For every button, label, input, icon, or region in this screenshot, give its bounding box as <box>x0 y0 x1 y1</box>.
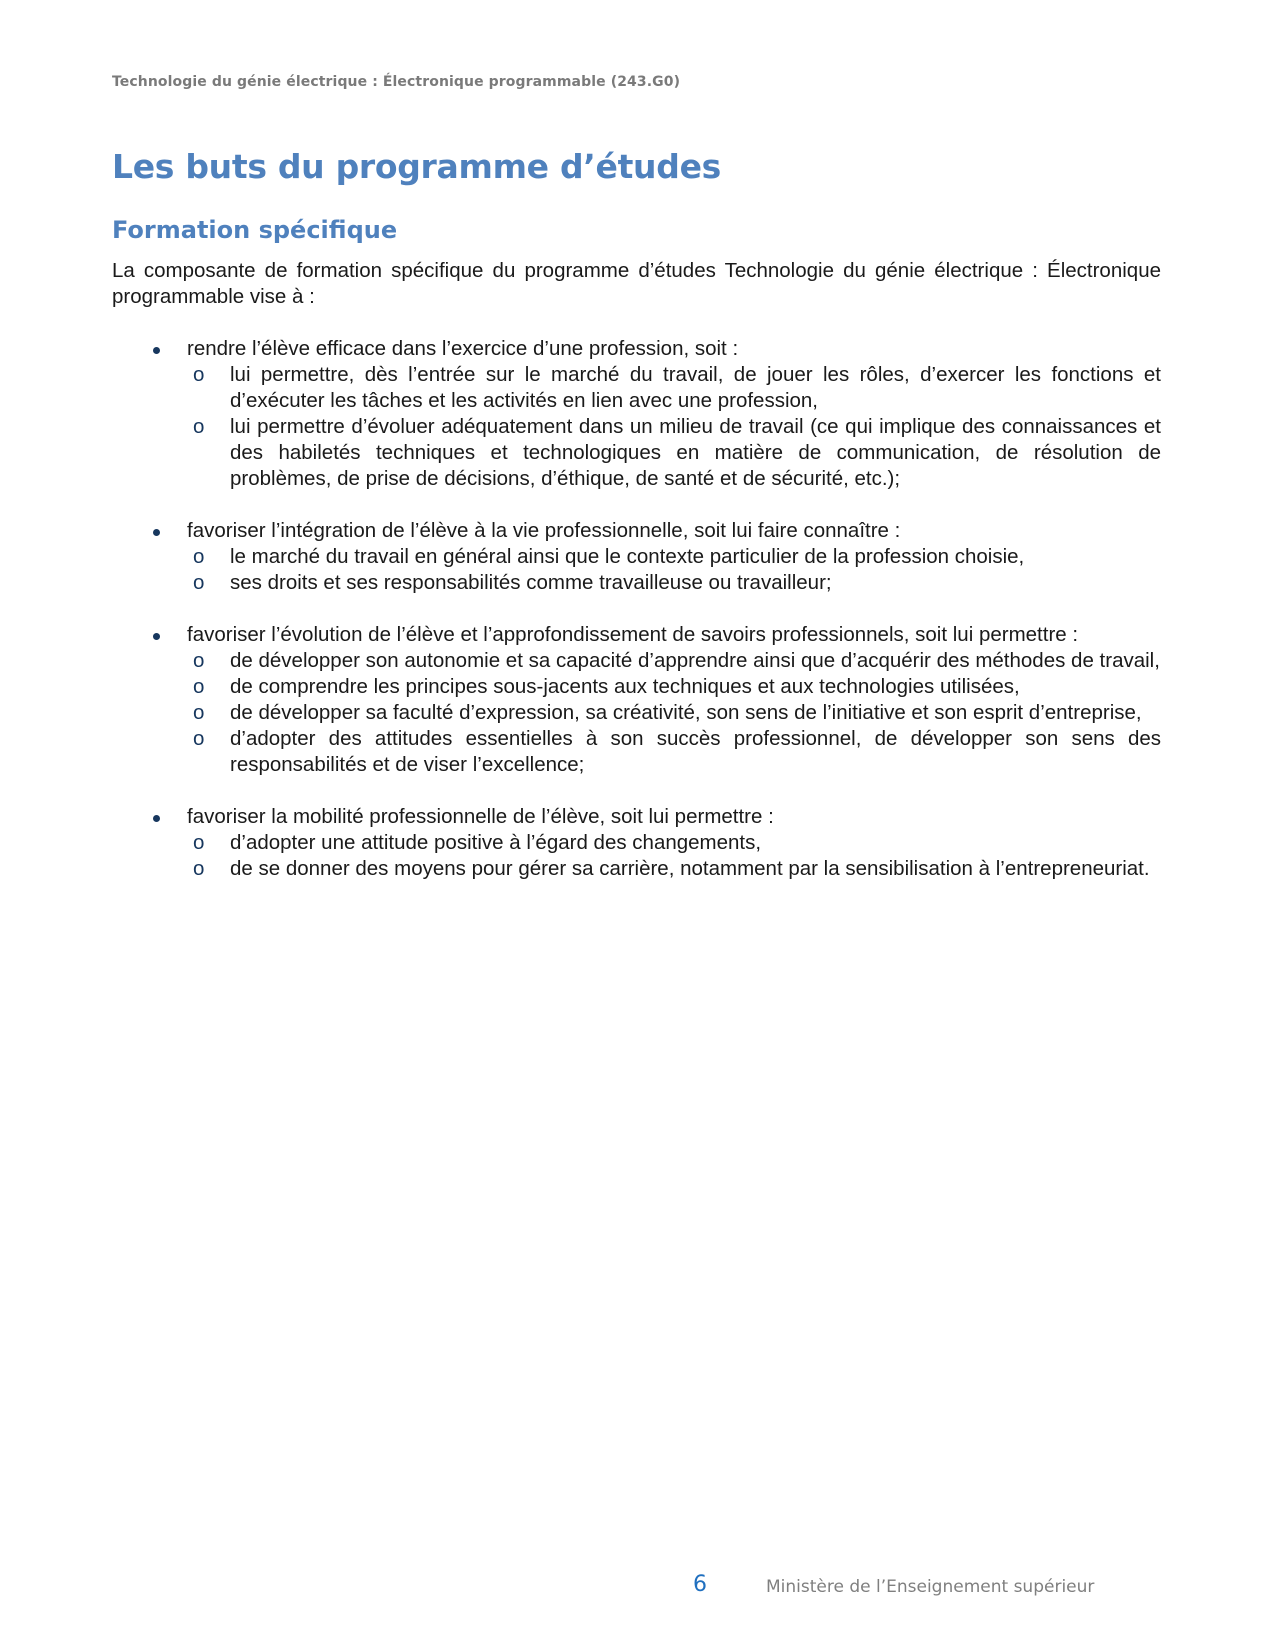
sub-item <box>187 856 1161 882</box>
sub-item-text: lui permettre, dès l’entrée sur le marché du travail, de jouer les rôles, d’exercer les fonctions et d’exécuter les tâches et les activités en lien avec une profession, <box>230 363 1161 412</box>
footer-ministry: Ministère de l’Enseignement supérieur <box>766 1577 1095 1597</box>
goal-text: rendre l’élève efficace dans l’exercice d’une profession, soit : <box>187 337 739 360</box>
sub-list <box>187 544 1161 596</box>
goal-item <box>112 622 1161 778</box>
bullet-icon <box>153 815 160 822</box>
circle-bullet-icon: o <box>193 857 205 880</box>
goals-list <box>112 336 1161 882</box>
circle-bullet-icon: o <box>193 649 205 672</box>
circle-bullet-icon: o <box>193 415 205 438</box>
sub-item-text: de se donner des moyens pour gérer sa carrière, notamment par la sensibilisation à l’entrepreneuriat. <box>230 857 1150 880</box>
sub-list <box>187 830 1161 882</box>
sub-list <box>187 362 1161 492</box>
circle-bullet-icon: o <box>193 545 205 568</box>
circle-bullet-icon: o <box>193 675 205 698</box>
section-title: Formation spécifique <box>112 216 398 244</box>
sub-item-text: d’adopter des attitudes essentielles à son succès professionnel, de développer son sens des responsabilités et de viser l’excellence; <box>230 727 1161 776</box>
sub-list <box>187 648 1161 778</box>
document-body <box>112 258 1161 908</box>
sub-item-text: ses droits et ses responsabilités comme travailleuse ou travailleur; <box>230 571 832 594</box>
circle-bullet-icon: o <box>193 363 205 386</box>
running-header: Technologie du génie électrique : Électronique programmable (243.G0) <box>112 74 681 90</box>
sub-item <box>187 544 1161 570</box>
page-title: Les buts du programme d’études <box>112 147 721 186</box>
bullet-icon <box>153 633 160 640</box>
sub-item <box>187 648 1161 674</box>
sub-item-text: lui permettre d’évoluer adéquatement dans un milieu de travail (ce qui implique des connaissances et des habiletés techniques et technologiques en matière de communication, de résolution de problèmes, de prise de décisions, d’éthique, de santé et de sécurité, etc.); <box>230 415 1161 490</box>
goal-text: favoriser l’évolution de l’élève et l’approfondissement de savoirs professionnels, soit lui permettre : <box>187 623 1079 646</box>
circle-bullet-icon: o <box>193 571 205 594</box>
sub-item-text: de développer sa faculté d’expression, sa créativité, son sens de l’initiative et son esprit d’entreprise, <box>230 701 1142 724</box>
sub-item <box>187 830 1161 856</box>
sub-item <box>187 362 1161 414</box>
circle-bullet-icon: o <box>193 701 205 724</box>
bullet-icon <box>153 529 160 536</box>
sub-item <box>187 570 1161 596</box>
page-number: 6 <box>693 1572 707 1597</box>
goal-text: favoriser la mobilité professionnelle de l’élève, soit lui permettre : <box>187 805 774 828</box>
goal-text: favoriser l’intégration de l’élève à la vie professionnelle, soit lui faire connaître : <box>187 519 901 542</box>
circle-bullet-icon: o <box>193 831 205 854</box>
goal-item <box>112 518 1161 596</box>
intro-paragraph: La composante de formation spécifique du programme d’études Technologie du génie électrique : Électronique programmable vise à : <box>112 259 1161 308</box>
goal-item <box>112 336 1161 492</box>
sub-item-text: de développer son autonomie et sa capacité d’apprendre ainsi que d’acquérir des méthodes de travail, <box>230 649 1160 672</box>
sub-item <box>187 414 1161 492</box>
circle-bullet-icon: o <box>193 727 205 750</box>
sub-item-text: le marché du travail en général ainsi que le contexte particulier de la profession choisie, <box>230 545 1025 568</box>
sub-item <box>187 674 1161 700</box>
sub-item <box>187 726 1161 778</box>
goal-item <box>112 804 1161 882</box>
sub-item-text: de comprendre les principes sous-jacents aux techniques et aux technologies utilisées, <box>230 675 1020 698</box>
sub-item <box>187 700 1161 726</box>
bullet-icon <box>153 347 160 354</box>
sub-item-text: d’adopter une attitude positive à l’égard des changements, <box>230 831 762 854</box>
